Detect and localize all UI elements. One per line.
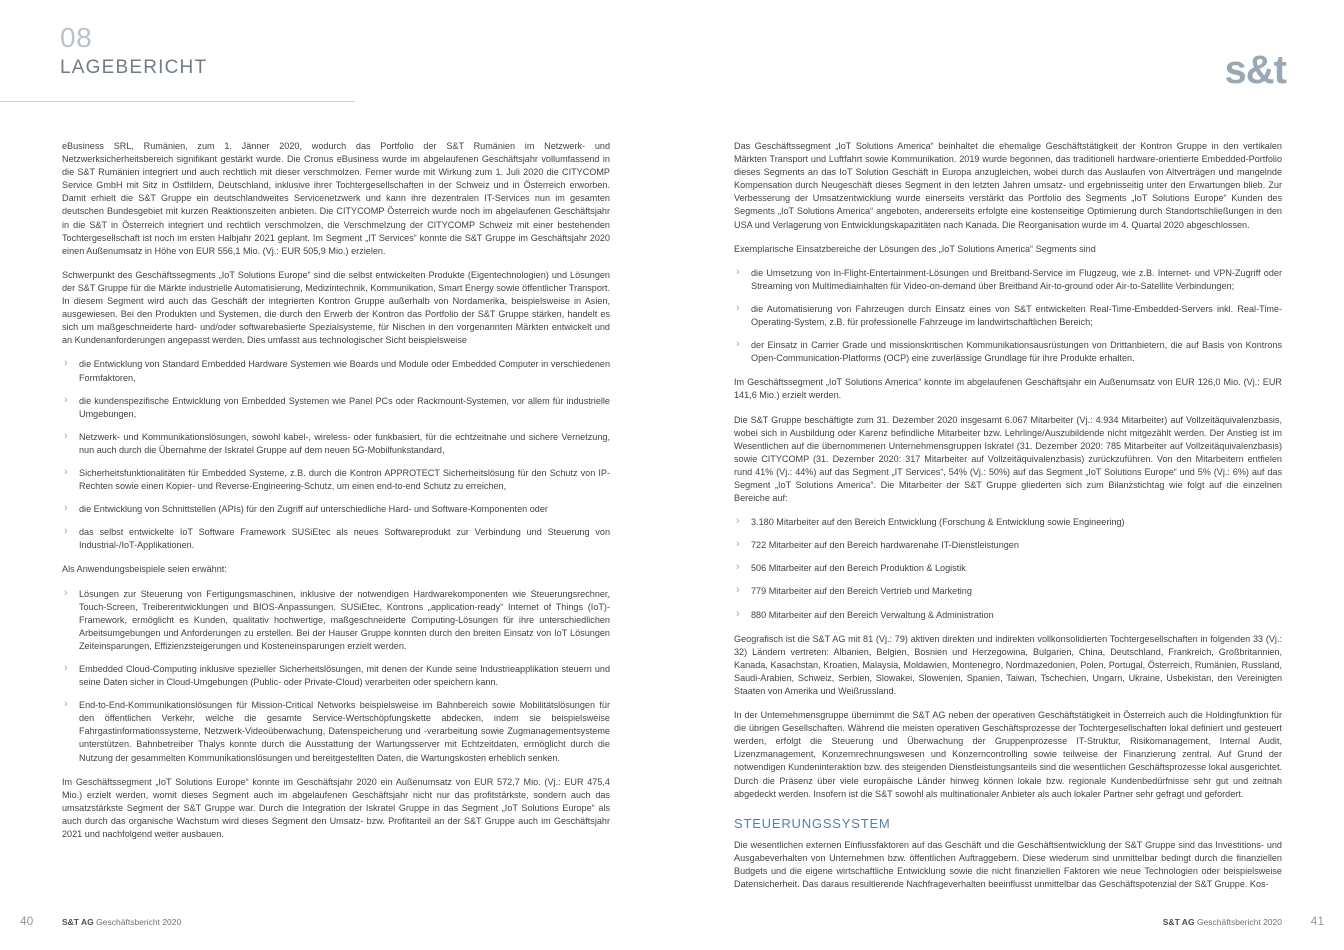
footer-right [1163, 917, 1282, 927]
list-item: › die Entwicklung von Standard Embedded Hardware Systemen wie Boards und Module oder Embedded Computer in verschiedenen Formfaktoren, [62, 358, 610, 384]
footer-left [62, 917, 181, 927]
list-item: › der Einsatz in Carrier Grade und missionskritischen Kommunikationsausrüstungen von Drittanbietern, die auf Basis von Kontrons Open-Communication-Platforms (OCP) eine zuverlässige Grundlage für ihre Produkte erhalten. [734, 339, 1282, 365]
bullet-list-applications [62, 588, 610, 765]
list-item: › Lösungen zur Steuerung von Fertigungsmaschinen, inklusive der notwendigen Hardwarekomponenten wie Steuerungsrechner, Touch-Screen, Treiberentwicklungen und BIOS-Anpassungen. SUSiEtec, Kontrons „application-ready“ Internet of Things (IoT)-Framework, ermöglicht es Kunden, qualitativ hochwertige, maßgeschneiderte Computing-Lösungen für ihre unterschiedlichen Arbeitsumgebungen und Anforderungen zu erstellen. Bei der Hauser Gruppe konnten durch den breiten Einsatz von IoT Lösungen Zeiteinsparungen, Effizienzsteigerungen und Kosteneinsparungen erzielt werden. [62, 588, 610, 653]
right-text-column [734, 140, 1282, 891]
paragraph: eBusiness SRL, Rumänien, zum 1. Jänner 2020, wodurch das Portfolio der S&T Rumänien im Netzwerk- und Netzwerksicherheitsbereich signifikant gestärkt wurde. Die Cronus eBusiness wurde im abgelaufenen Geschäftsjahr vollumfassend in die S&T Rumänien integriert und auch rechtlich mit dieser verschmolzen. Ferner wurde mit Wirkung zum 1. Juli 2020 die CITYCOMP Service GmbH mit Sitz in Ostfildern, Deutschland, inklusive ihrer Tochtergesellschaften in der Schweiz und in Österreich erworben. Damit erhielt die S&T Gruppe ein deutschlandweites Servicenetzwerk und kann ihre dezentralen IT-Services nun im gesamten deutschen Bundesgebiet mit kurzen Reaktionszeiten anbieten. Die CITYCOMP Österreich wurde noch im abgelaufenen Geschäftsjahr in die S&T in Österreich integriert und rechtlich verschmolzen, die Verschmelzung der CITYCOMP Schweiz mit einer bestehenden Tochtergesellschaft ist noch im ersten Halbjahr 2021 geplant. Im Segment „IT Services“ konnte die S&T Gruppe im Geschäftsjahr 2020 einen Außenumsatz in Höhe von EUR 556,1 Mio. (Vj.: EUR 505,9 Mio.) erzielen. [62, 141, 610, 256]
list-item: › die Automatisierung von Fahrzeugen durch Einsatz eines von S&T entwickelten Real-Time-Embedded-Servers inkl. Real-Time-Operating-System, z.B. für professionelle Fahrzeuge im landwirtschaftlichen Bereich; [734, 303, 1282, 329]
header-divider [0, 101, 355, 102]
paragraph: Im Geschäftssegment „IoT Solutions Europe“ konnte im Geschäftsjahr 2020 ein Außenumsatz von EUR 572,7 Mio. (Vj.: EUR 475,4 Mio.) erzielt werden, womit dieses Segment auch im abgelaufenen Geschäftsjahr nicht nur das profitstärkste, sondern auch das umsatzstärkste Segment der S&T Gruppe war. Durch die Integration der Iskratel Gruppe in das Segment „IoT Solutions Europe“ als auch durch das organische Wachstum wird dieses Segment den Umsatz- bzw. Profitanteil an der S&T Gruppe auch im Geschäftsjahr 2021 und nachfolgend weiter ausbauen. [62, 776, 610, 840]
list-item: › End-to-End-Kommunikationslösungen für Mission-Critical Networks beispielsweise im Bahnbereich sowie Mobilitätslösungen für den öffentlichen Verkehr, welche die gesamte Service-Wertschöpfungskette abdecken, indem sie beispielsweise Fahrgastinformationssysteme, Netzwerk-Videoüberwachung, Datenspeicherung und -verarbeitung sowie Zugmanagementsysteme unterstützen. Bahnbetreiber Thalys konnte durch die Ausstattung der Wartungsserver mit Echtzeitdaten, ermöglicht durch die Nutzung der gesammelten Kommunikationslösungen und bereitgestellten Daten, die Wartungskosten erheblich senken. [62, 699, 610, 764]
footer-brand-right: S&T AG [1162, 917, 1195, 927]
section-heading-steuerungssystem: STEUERUNGSSYSTEM [734, 815, 891, 831]
paragraph: In der Unternehmensgruppe übernimmt die S&T AG neben der operativen Geschäftstätigkeit in Österreich auch die Holdingfunktion für die übrigen Gesellschaften. Während die meisten operativen Geschäftsprozesse der Tochtergesellschaften lokal definiert und gesteuert werden, erfolgt die Steuerung und Überwachung der Gruppenprozesse IT-Struktur, Risikomanagement, Internal Audit, Lizenzmanagement, Konzernrechnungswesen und Konzerncontrolling sowie teilweise der Finanzierung zentral. Auf Grund der notwendigen Kundeninteraktion bzw. des steigenden Dienstleistungsanteils sind die wesentlichen Geschäftsprozesse lokal ausgerichtet. Durch die Präsenz über viele europäische Länder hinweg können lokale bzw. regionale Kundenbedürfnisse sehr gut und zeitnah abgedeckt werden. Insofern ist die S&T sowohl als multinationaler Anbieter als auch lokaler Partner sehr gefragt und gefordert. [734, 710, 1282, 799]
company-logo: s&t [1224, 48, 1286, 92]
list-item: › die kundenspezifische Entwicklung von Embedded Systemen wie Panel PCs oder Rackmount-Systemen, vor allem für industrielle Umgebungen, [62, 395, 610, 421]
footer-brand-left: S&T AG [62, 917, 94, 927]
list-item: › Embedded Cloud-Computing inklusive spezieller Sicherheitslösungen, mit denen der Kunde seine Industrieapplikation steuern und seine Daten sicher in Cloud-Umgebungen (Public- oder Private-Cloud) verarbeiten oder speichern kann. [62, 663, 610, 689]
paragraph: Exemplarische Einsatzbereiche der Lösungen des „IoT Solutions America“ Segments sind [734, 243, 1096, 254]
page-header [0, 0, 1344, 110]
footer-report-left: Geschäftsbericht 2020 [96, 917, 182, 927]
list-item: › 722 Mitarbeiter auf den Bereich hardwarenahe IT-Dienstleistungen [734, 539, 1282, 552]
paragraph: Als Anwendungsbeispiele seien erwähnt: [62, 564, 227, 575]
paragraph: Das Geschäftssegment „IoT Solutions America“ beinhaltet die ehemalige Geschäftstätigkeit der Kontron Gruppe in den vertikalen Märkten Transport und Luftfahrt sowie Kommunikation. 2019 wurde begonnen, das traditionell hardware-orientierte Embedded-Portfolio dieses Segments an das IoT Solution Geschäft in Europa anzugleichen, wobei durch das Auslaufen von Altverträgen und mangelnde Kompensation durch Neugeschäft dieses Segment in den letzten Jahren umsatz- und ergebnisseitig unter den Erwartungen blieb. Zur Verbesserung der Umsatzentwicklung wurde einerseits verstärkt das Portfolio des Segments „IoT Solutions Europe“ Kunden des Segments „IoT Solutions America“ angeboten, andererseits erfolgte eine kostenseitige Optimierung durch Standortschließungen in den USA und Verlagerung von Entwicklungskapazitäten nach Kanada. Die Reorganisation wurde im 4. Quartal 2020 abgeschlossen. [734, 141, 1282, 230]
list-item: › Sicherheitsfunktionalitäten für Embedded Systeme, z.B. durch die Kontron APPROTECT Sicherheitslösung für den Schutz von IP-Rechten sowie einen Kopier- und Reverse-Engineering-Schutz, um einen end-to-end Schutz zu erreichen, [62, 467, 610, 493]
page-number-right: 41 [1310, 914, 1324, 928]
list-item: › 3.180 Mitarbeiter auf den Bereich Entwicklung (Forschung & Entwicklung sowie Engineering) [734, 516, 1282, 529]
page-footer [0, 906, 1344, 950]
paragraph: Im Geschäftssegment „IoT Solutions America“ konnte im abgelaufenen Geschäftsjahr ein Außenumsatz von EUR 126,0 Mio. (Vj.: EUR 141,6 Mio.) erzielt werden. [734, 377, 1282, 401]
chapter-number: 08 [60, 22, 93, 53]
bullet-list-america-use-cases [734, 267, 1282, 366]
left-text-column [62, 140, 610, 841]
list-item: › die Umsetzung von In-Flight-Entertainment-Lösungen und Breitband-Service im Flugzeug, wie z.B. Internet- und VPN-Zugriff oder Streaming von Multimediainhalten für Video-on-demand über Breitband Air-to-ground oder Air-to-Satellite Verbindungen; [734, 267, 1282, 293]
list-item: › das selbst entwickelte IoT Software Framework SUSiEtec als neues Softwareprodukt zur Verbindung und Steuerung von Industrial-/IoT-Applikationen. [62, 526, 610, 552]
paragraph: Schwerpunkt des Geschäftssegments „IoT Solutions Europe“ sind die selbst entwickelten Produkte (Eigentechnologien) und Lösungen der S&T Gruppe für die Märkte industrielle Automatisierung, Medizintechnik, Kommunikation, Smart Energy sowie öffentlicher Transport. In diesem Segment wird auch das Geschäft der integrierten Kontron Gruppe außerhalb von Nordamerika, beispielsweise in Asien, ausgewiesen. Bei den Produkten und Systemen, die durch den Erwerb der Kontron das Portfolio der S&T Gruppe stärken, handelt es sich um maßgeschneiderte hard- und/oder softwarebasierte Spezialsysteme, für Nischen in den vorgenannten Märkten entwickelt und an Kundenanforderungen angepasst werden. Dies umfasst aus technologischer Sicht beispielsweise [62, 269, 610, 346]
list-item: › 779 Mitarbeiter auf den Bereich Vertrieb und Marketing [734, 585, 1282, 598]
page-number-left: 40 [20, 914, 34, 928]
chapter-title: LAGEBERICHT [60, 57, 208, 78]
paragraph: Die S&T Gruppe beschäftigte zum 31. Dezember 2020 insgesamt 6.067 Mitarbeiter (Vj.: 4.934 Mitarbeiter) auf Vollzeitäquivalenzbasis, wobei sich in Ausbildung oder Karenz befindliche Mitarbeiter bzw. Lehrlinge/Auszubildende nicht mitgezählt werden. Der Anstieg ist im Wesentlichen auf die übernommenen Unternehmensgruppen Iskratel (31. Dezember 2020: 785 Mitarbeiter auf Vollzeitäquivalenzbasis) sowie CITYCOMP (31. Dezember 2020: 317 Mitarbeiter auf Vollzeitäquivalenzbasis) zurückzuführen. Von den Mitarbeitern entfielen rund 41% (Vj.: 44%) auf das Segment „IT Services“, 54% (Vj.: 50%) auf das Segment „IoT Solutions Europe“ und 5% (Vj.: 6%) auf das Segment „IoT Solutions America“. Die Mitarbeiter der S&T Gruppe gliederten sich zum Bilanzstichtag wie folgt auf die einzelnen Bereiche auf: [734, 414, 1282, 504]
paragraph: Die wesentlichen externen Einflussfaktoren auf das Geschäft und die Geschäftsentwicklung der S&T Gruppe sind das Investitions- und Ausgabeverhalten von Unternehmen bzw. öffentlichen Auftraggebern. Diese wiederum sind unmittelbar bedingt durch die finanziellen Budgets und die eigene wirtschaftliche Entwicklung sowie die nicht finanziellen Faktoren wie neue Technologien oder beispielsweise Datensicherheit. Das daraus resultierende Nachfrageverhalten beeinflusst unmittelbar das Geschäftspotenzial der S&T Gruppe. Kos- [734, 839, 1282, 890]
bullet-list-employees-by-area [734, 516, 1282, 621]
footer-report-right: Geschäftsbericht 2020 [1196, 917, 1282, 927]
list-item: › die Entwicklung von Schnittstellen (APIs) für den Zugriff auf unterschiedliche Hard- und Software-Komponenten oder [62, 503, 610, 516]
bullet-list-technologies [62, 358, 610, 552]
list-item: › 506 Mitarbeiter auf den Bereich Produktion & Logistik [734, 562, 1282, 575]
list-item: › Netzwerk- und Kommunikationslösungen, sowohl kabel-, wireless- oder funkbasiert, für die echtzeitnahe und sichere Vernetzung, nun auch durch die Übernahme der Iskratel Gruppe auf dem neuen 5G-Mobilfunkstandard, [62, 431, 610, 457]
list-item: › 880 Mitarbeiter auf den Bereich Verwaltung & Administration [734, 609, 1282, 622]
paragraph: Geografisch ist die S&T AG mit 81 (Vj.: 79) aktiven direkten und indirekten vollkonsolidierten Tochtergesellschaften in folgenden 33 (Vj.: 32) Ländern vertreten: Albanien, Belgien, Bosnien und Herzegowina, Bulgarien, China, Deutschland, Frankreich, Großbritannien, Kanada, Kasachstan, Kroatien, Malaysia, Moldawien, Montenegro, Nordmazedonien, Polen, Portugal, Österreich, Rumänien, Russland, Saudi-Arabien, Schweiz, Serbien, Slowakei, Slowenien, Spanien, Taiwan, Tschechien, Ungarn, Ukraine, Usbekistan, den Vereinigten Staaten von Amerika und Weißrussland. [734, 633, 1282, 696]
